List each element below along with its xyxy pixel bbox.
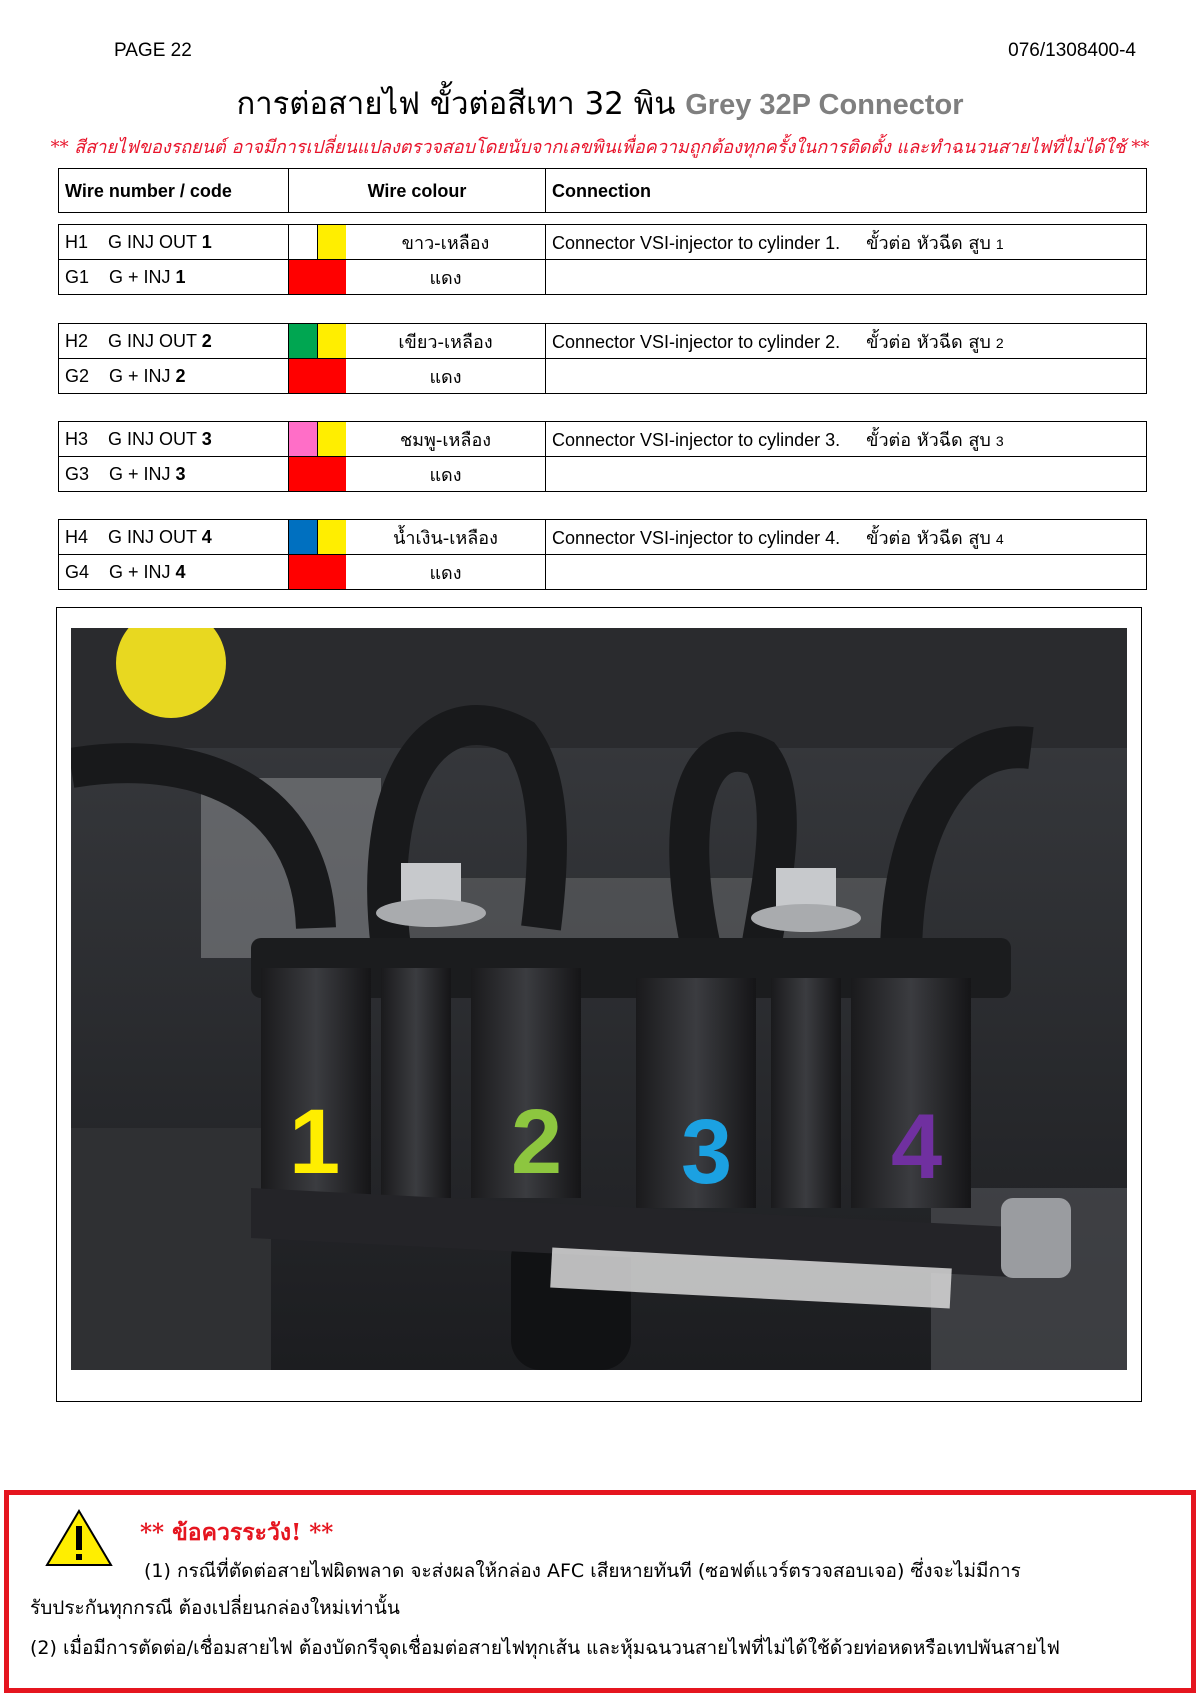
wire-colour-text: แดง xyxy=(429,366,462,388)
table-row xyxy=(59,520,1147,555)
connection-thai: ขั้วต่อ หัวฉีด สูบ xyxy=(866,527,991,549)
cylinder-label-3: 3 xyxy=(681,1101,733,1203)
header-connection: Connection xyxy=(546,169,1147,213)
colour-swatch-primary xyxy=(289,422,317,456)
caution-item-2: (2) เมื่อมีการตัดต่อ/เชื่อมสายไฟ ต้องบัดกรีจุดเชื่อมต่อสายไฟทุกเส้น และหุ้มฉนวนสายไฟที่ไม่ได้ใช้ด้วยท่อหดหรือเทปพันสายไฟ xyxy=(30,1637,1061,1659)
pin-id: H3 xyxy=(65,428,89,449)
signal-name: G + INJ xyxy=(109,365,176,386)
wire-colour-cell xyxy=(289,359,546,394)
connection-english: Connector VSI-injector to cylinder 3. xyxy=(552,429,841,450)
colour-swatch-primary xyxy=(289,324,317,358)
wire-colour-cell xyxy=(289,260,546,295)
photo-frame xyxy=(56,607,1142,1402)
colour-swatch-primary xyxy=(289,520,317,554)
injector-rail-photo xyxy=(71,628,1127,1370)
colour-swatch-primary xyxy=(289,555,346,589)
signal-name: G INJ OUT xyxy=(108,231,202,252)
pin-id: G4 xyxy=(65,561,90,582)
pin-id: G1 xyxy=(65,266,90,287)
wire-colour-cell xyxy=(289,324,546,359)
signal-name: G + INJ xyxy=(109,561,176,582)
wire-colour-cell xyxy=(289,520,546,555)
cylinder-label-1: 1 xyxy=(289,1091,341,1193)
table-header xyxy=(58,168,1147,213)
connection-cell xyxy=(546,359,1147,394)
pin-id: H1 xyxy=(65,231,89,252)
wire-code-cell xyxy=(59,422,289,457)
wire-colour-cell xyxy=(289,555,546,590)
connection-cylinder-number: 2 xyxy=(995,334,1004,351)
connection-english: Connector VSI-injector to cylinder 2. xyxy=(552,331,841,352)
caution-item-1-line-2: รับประกันทุกกรณี ต้องเปลี่ยนกล่องใหม่เท่านั้น xyxy=(30,1597,400,1619)
connection-cell xyxy=(546,324,1147,359)
pin-id: H4 xyxy=(65,526,89,547)
document-number: 076/1308400-4 xyxy=(1008,40,1136,61)
caution-title: ** ข้อควรระวัง! ** xyxy=(140,1519,334,1546)
signal-number: 2 xyxy=(201,330,212,351)
warning-triangle-icon xyxy=(44,1508,114,1568)
page-title xyxy=(0,78,1200,128)
connection-cell xyxy=(546,422,1147,457)
pin-id: G3 xyxy=(65,463,90,484)
table-row xyxy=(59,260,1147,295)
wire-group-2 xyxy=(58,323,1147,394)
wire-code-cell xyxy=(59,457,289,492)
title-english: Grey 32P Connector xyxy=(685,89,964,121)
connection-cell xyxy=(546,555,1147,590)
signal-number: 1 xyxy=(175,266,186,287)
wire-colour-text: ขาว-เหลือง xyxy=(401,232,490,254)
signal-number: 4 xyxy=(201,526,212,547)
colour-swatch-primary xyxy=(289,359,346,393)
pin-id: H2 xyxy=(65,330,89,351)
wire-colour-text: น้ำเงิน-เหลือง xyxy=(393,527,498,549)
wire-code-cell xyxy=(59,359,289,394)
connection-cell xyxy=(546,260,1147,295)
signal-number: 4 xyxy=(175,561,186,582)
connection-cell xyxy=(546,520,1147,555)
header-wire-number: Wire number / code xyxy=(59,169,289,213)
wire-code-cell xyxy=(59,260,289,295)
connection-cell xyxy=(546,457,1147,492)
wire-colour-cell xyxy=(289,422,546,457)
wire-colour-text: ชมพู-เหลือง xyxy=(399,429,492,451)
wire-group-3 xyxy=(58,421,1147,492)
connection-cylinder-number: 3 xyxy=(995,432,1004,449)
colour-swatch-primary xyxy=(289,457,346,491)
header-wire-colour: Wire colour xyxy=(289,169,546,213)
wire-colour-warning: ** สีสายไฟของรถยนต์ อาจมีการเปลี่ยนแปลงตรวจสอบโดยนับจากเลขพินเพื่อความถูกต้องทุกครั้งในการติดตั้ง และทำฉนวนสายไฟที่ไม่ได้ใช้ ** xyxy=(50,137,1150,158)
table-row xyxy=(59,555,1147,590)
connection-cylinder-number: 4 xyxy=(995,530,1004,547)
wire-colour-text: แดง xyxy=(429,267,462,289)
wire-code-cell xyxy=(59,225,289,260)
page-number: PAGE 22 xyxy=(114,40,192,61)
connection-cell xyxy=(546,225,1147,260)
colour-swatch-stripe xyxy=(317,225,346,259)
cylinder-label-2: 2 xyxy=(511,1091,563,1193)
pin-id: G2 xyxy=(65,365,90,386)
signal-name: G INJ OUT xyxy=(108,526,202,547)
table-row xyxy=(59,457,1147,492)
table-row xyxy=(59,359,1147,394)
signal-name: G INJ OUT xyxy=(108,428,202,449)
caution-item-1-line-1: (1) กรณีที่ตัดต่อสายไฟผิดพลาด จะส่งผลให้กล่อง AFC เสียหายทันที (ซอฟต์แวร์ตรวจสอบเจอ) ซึ่งจะไม่มีการ xyxy=(144,1560,1021,1582)
wire-colour-text: แดง xyxy=(429,562,462,584)
cylinder-label-4: 4 xyxy=(891,1096,943,1198)
colour-swatch-stripe xyxy=(317,520,346,554)
wire-code-cell xyxy=(59,555,289,590)
connection-thai: ขั้วต่อ หัวฉีด สูบ xyxy=(866,331,991,353)
table-row xyxy=(59,225,1147,260)
connection-english: Connector VSI-injector to cylinder 4. xyxy=(552,527,841,548)
signal-name: G + INJ xyxy=(109,463,176,484)
signal-name: G + INJ xyxy=(109,266,176,287)
connection-cylinder-number: 1 xyxy=(995,235,1004,252)
table-row xyxy=(59,324,1147,359)
wire-code-cell xyxy=(59,520,289,555)
wire-colour-cell xyxy=(289,225,546,260)
wire-colour-text: เขียว-เหลือง xyxy=(398,331,493,353)
title-thai: การต่อสายไฟ ขั้วต่อสีเทา 32 พิน xyxy=(236,86,676,122)
wire-colour-cell xyxy=(289,457,546,492)
connection-thai: ขั้วต่อ หัวฉีด สูบ xyxy=(866,429,991,451)
connection-thai: ขั้วต่อ หัวฉีด สูบ xyxy=(866,232,991,254)
wire-group-4 xyxy=(58,519,1147,590)
colour-swatch-stripe xyxy=(317,324,346,358)
signal-name: G INJ OUT xyxy=(108,330,202,351)
table-row xyxy=(59,422,1147,457)
colour-swatch-stripe xyxy=(317,422,346,456)
wire-colour-text: แดง xyxy=(429,464,462,486)
signal-number: 3 xyxy=(175,463,186,484)
wire-group-1 xyxy=(58,224,1147,295)
signal-number: 2 xyxy=(175,365,186,386)
colour-swatch-primary xyxy=(289,225,317,259)
signal-number: 3 xyxy=(201,428,212,449)
signal-number: 1 xyxy=(201,231,212,252)
wire-code-cell xyxy=(59,324,289,359)
connection-english: Connector VSI-injector to cylinder 1. xyxy=(552,232,841,253)
colour-swatch-primary xyxy=(289,260,346,294)
